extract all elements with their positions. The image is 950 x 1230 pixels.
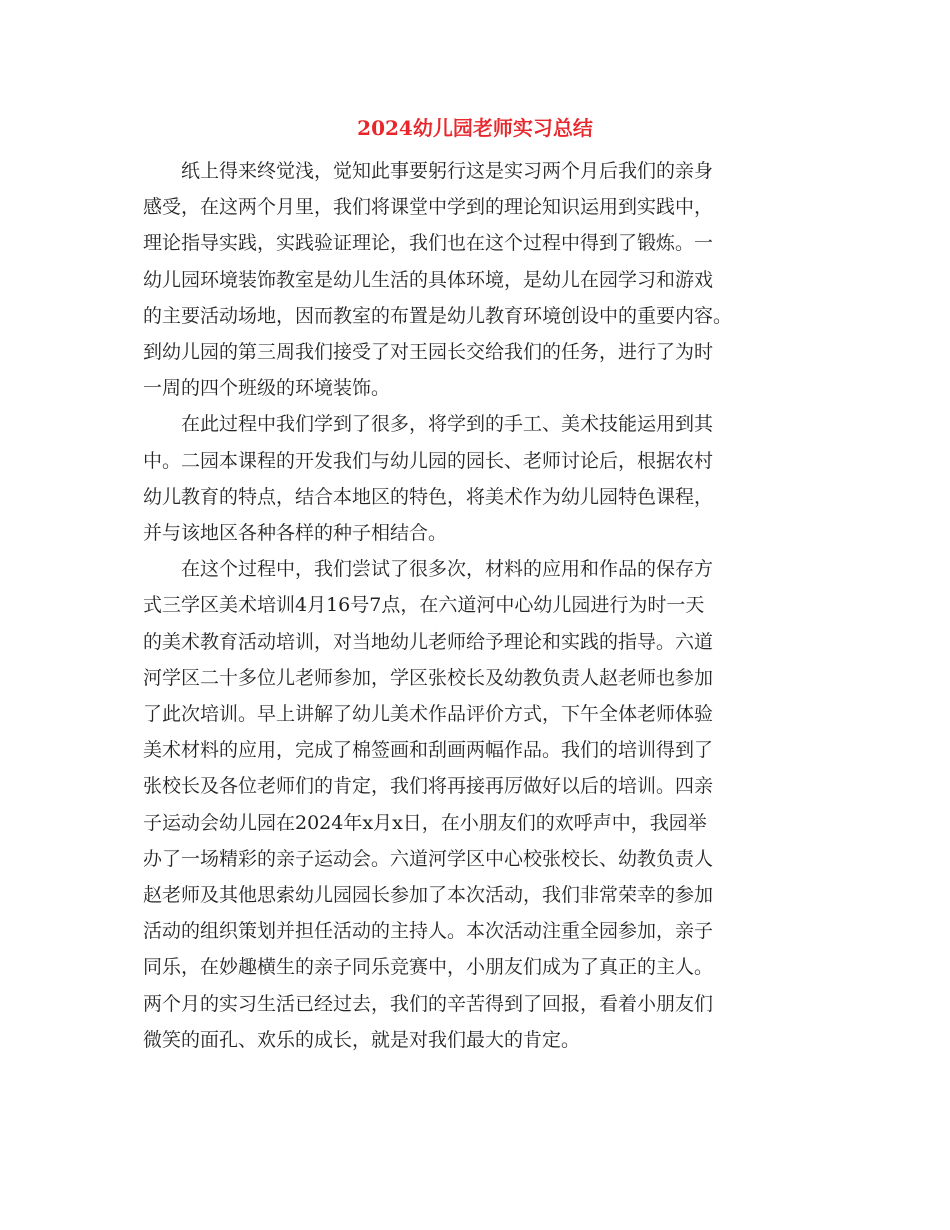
paragraph-3: 在这个过程中，我们尝试了很多次，材料的应用和作品的保存方 式三学区美术培训4月16号7点，在六道河中心幼儿园进行为时一天 的美术教育活动培训，对当地幼儿老师给予理论和实践的指导。六道 河学区二十多位儿老师参加，学区张校长及幼教负责人赵老师也参加 了此次培训。早上讲解了幼儿美术作品评价方式，下午全体老师体验 美术材料的应用，完成了棉签画和刮画两幅作品。我们的培训得到了 张校长及各位老师们的肯定，我们将再接再厉做好以后的培训。四亲 子运动会幼儿园在2024年x月x日，在小朋友们的欢呼声中，我园举 办了一场精彩的亲子运动会。六道河学区中心校张校长、幼教负责人 赵老师及其他思索幼儿园园长参加了本次活动，我们非常荣幸的参加 活动的组织策划并担任活动的主持人。本次活动注重全园参加，亲子 同乐，在妙趣横生的亲子同乐竞赛中，小朋友们成为了真正的主人。 两个月的实习生活已经过去，我们的辛苦得到了回报，看着小朋友们 微笑的面孔、欢乐的成长，就是对我们最大的肯定。 bbox=[143, 558, 714, 1051]
document-body bbox=[143, 153, 808, 1058]
paragraph-1: 纸上得来终觉浅，觉知此事要躬行这是实习两个月后我们的亲身 感受，在这两个月里，我们将课堂中学到的理论知识运用到实践中， 理论指导实践，实践验证理论，我们也在这个过程中得到了锻炼。一 幼儿园环境装饰教室是幼儿生活的具体环境，是幼儿在园学习和游戏 的主要活动场地，因而教室的布置是幼儿教育环境创设中的重要内容。 到幼儿园的第三周我们接受了对王园长交给我们的任务，进行了为时 一周的四个班级的环境装饰。 bbox=[143, 160, 733, 400]
paragraph-2: 在此过程中我们学到了很多，将学到的手工、美术技能运用到其 中。二园本课程的开发我们与幼儿园的园长、老师讨论后，根据农村 幼儿教育的特点，结合本地区的特色，将美术作为幼儿园特色课程， 并与该地区各种各样的种子相结合。 bbox=[143, 413, 714, 545]
document-title: 2024幼儿园老师实习总结 bbox=[357, 116, 593, 140]
